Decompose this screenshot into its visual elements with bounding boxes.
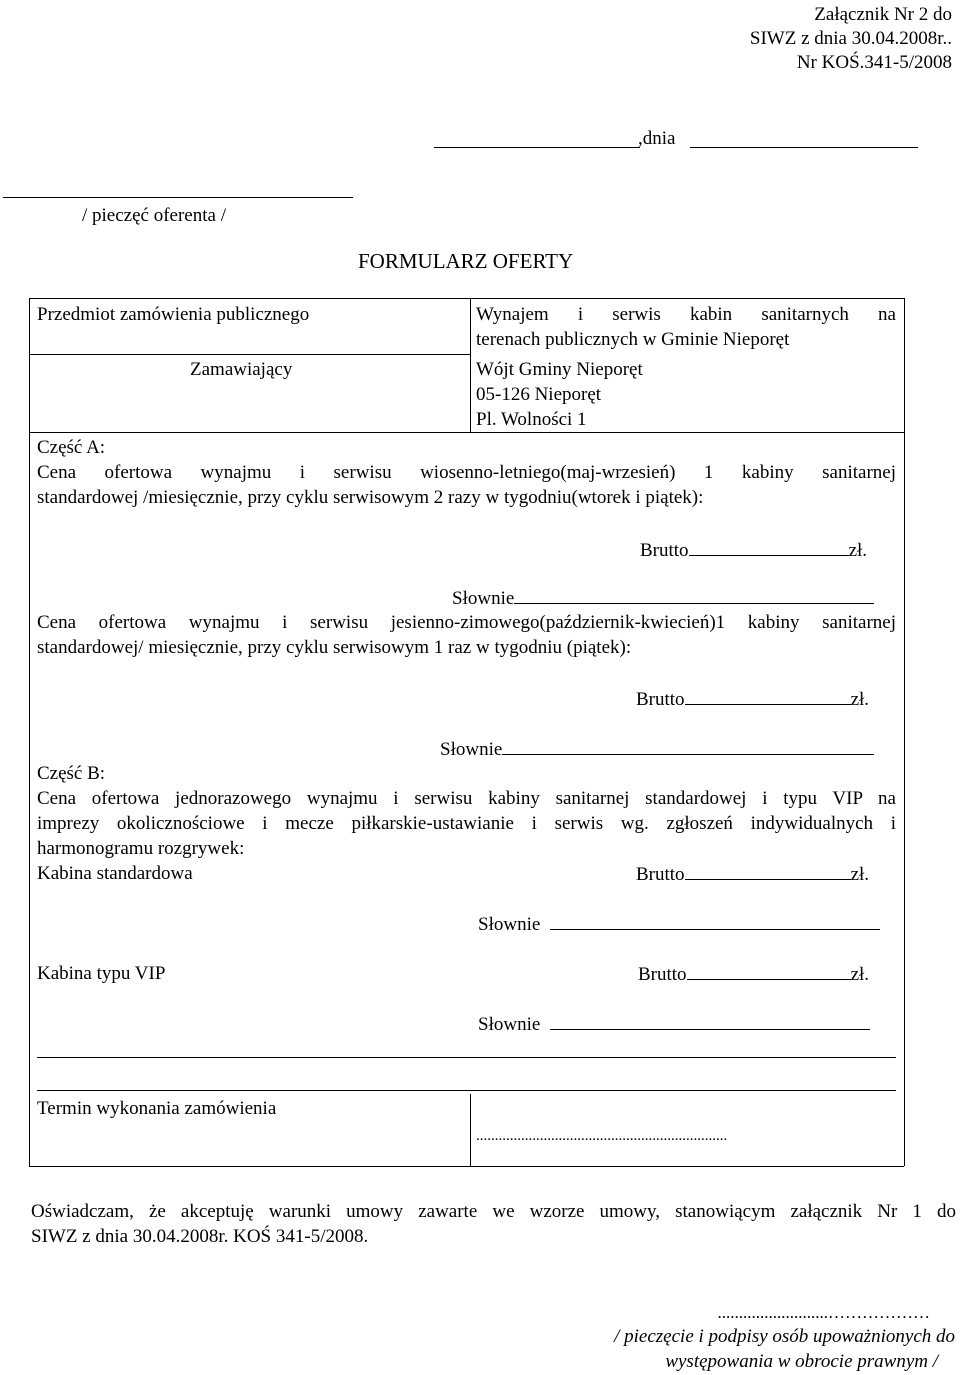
brutto-label: Brutto bbox=[638, 964, 687, 985]
place-blank-line bbox=[434, 147, 640, 148]
deadline-label: Termin wykonania zamówienia bbox=[37, 1098, 277, 1119]
currency-label: zł. bbox=[848, 540, 868, 561]
brutto-amount-field[interactable] bbox=[687, 961, 851, 980]
vip-cabin-label: Kabina typu VIP bbox=[37, 963, 166, 984]
brutto-label: Brutto bbox=[636, 864, 685, 885]
amount-in-words-field[interactable] bbox=[550, 911, 880, 930]
brutto-amount-field[interactable] bbox=[685, 686, 851, 705]
separator-line bbox=[37, 1090, 896, 1091]
date-blank-line bbox=[690, 147, 918, 148]
part-b-heading: Część B: bbox=[37, 763, 106, 784]
amount-in-words-field[interactable] bbox=[550, 1011, 870, 1030]
table-top-border bbox=[29, 298, 904, 299]
ordering-party-line2: 05-126 Nieporęt bbox=[476, 384, 602, 405]
ordering-party-line1: Wójt Gminy Nieporęt bbox=[476, 359, 643, 380]
deadline-divider bbox=[470, 1094, 471, 1166]
subject-value-line2: terenach publicznych w Gminie Nieporęt bbox=[476, 329, 790, 350]
stamp-blank-line bbox=[3, 197, 353, 198]
part-a-item1-line2: standardowej /miesięcznie, przy cyklu serwisowym 2 razy w tygodniu(wtorek i piątek): bbox=[37, 487, 704, 508]
table-right-border bbox=[904, 298, 905, 1166]
subject-label: Przedmiot zamówienia publicznego bbox=[37, 304, 310, 325]
date-label: ,dnia bbox=[638, 128, 676, 149]
part-b-line2: imprezy okolicznościowe i mecze piłkarskie-ustawianie i serwis wg. zgłoszeń indywidualnych i bbox=[37, 813, 896, 834]
declaration-line1: Oświadczam, że akceptuję warunki umowy zawarte we wzorze umowy, stanowiącym załącznik Nr 1 do bbox=[31, 1201, 956, 1222]
vip-cabin-words bbox=[478, 1011, 870, 1037]
brutto-amount-field[interactable] bbox=[685, 861, 851, 880]
stamp-label: / pieczęć oferenta / bbox=[82, 205, 226, 226]
table-column-divider bbox=[470, 298, 471, 432]
part-a-item2-line2: standardowej/ miesięcznie, przy cyklu serwisowym 1 raz w tygodniu (piątek): bbox=[37, 637, 632, 658]
part-a-item2-brutto bbox=[636, 686, 869, 712]
part-b-line3: harmonogramu rozgrywek: bbox=[37, 838, 245, 859]
separator-line bbox=[37, 1057, 896, 1058]
slownie-label: Słownie bbox=[478, 914, 541, 935]
slownie-label: Słownie bbox=[452, 588, 515, 609]
amount-in-words-field[interactable] bbox=[514, 585, 874, 604]
table-section-divider bbox=[29, 432, 904, 433]
signature-caption-line2: występowania w obrocie prawnym / bbox=[665, 1351, 938, 1372]
header-siwz-line: SIWZ z dnia 30.04.2008r.. bbox=[749, 28, 952, 49]
signature-dots: ..........................……………… bbox=[717, 1303, 930, 1322]
part-a-item1-line1: Cena ofertowa wynajmu i serwisu wiosenno-letniego(maj-wrzesień) 1 kabiny sanitarnej bbox=[37, 462, 896, 483]
part-a-item2-line1: Cena ofertowa wynajmu i serwisu jesienno-zimowego(październik-kwiecień)1 kabiny sanitarnej bbox=[37, 612, 896, 633]
signature-caption-line1: / pieczęcie i podpisy osób upoważnionych do bbox=[614, 1326, 955, 1347]
table-row-divider bbox=[29, 354, 470, 355]
header-attachment-line: Załącznik Nr 2 do bbox=[814, 4, 952, 25]
currency-label: zł. bbox=[850, 964, 870, 985]
part-a-item2-words bbox=[440, 736, 874, 762]
currency-label: zł. bbox=[850, 689, 870, 710]
brutto-label: Brutto bbox=[640, 540, 689, 561]
table-left-border bbox=[29, 298, 30, 1166]
standard-cabin-label: Kabina standardowa bbox=[37, 863, 193, 884]
amount-in-words-field[interactable] bbox=[502, 736, 874, 755]
ordering-party-line3: Pl. Wolności 1 bbox=[476, 409, 587, 430]
part-a-item1-brutto bbox=[640, 537, 867, 563]
currency-label: zł. bbox=[850, 864, 870, 885]
form-title: FORMULARZ OFERTY bbox=[358, 249, 574, 273]
brutto-amount-field[interactable] bbox=[689, 537, 849, 556]
standard-cabin-brutto bbox=[636, 861, 869, 887]
table-bottom-line bbox=[29, 1166, 904, 1167]
header-reference-number: Nr KOŚ.341-5/2008 bbox=[796, 52, 952, 73]
slownie-label: Słownie bbox=[478, 1014, 541, 1035]
declaration-line2: SIWZ z dnia 30.04.2008r. KOŚ 341-5/2008. bbox=[31, 1226, 369, 1247]
part-a-item1-words bbox=[452, 585, 874, 611]
subject-value-line1: Wynajem i serwis kabin sanitarnych na bbox=[476, 304, 896, 325]
vip-cabin-brutto bbox=[638, 961, 869, 987]
slownie-label: Słownie bbox=[440, 739, 503, 760]
part-a-heading: Część A: bbox=[37, 437, 106, 458]
deadline-value-dots[interactable]: ................................................................... bbox=[476, 1128, 728, 1144]
part-b-line1: Cena ofertowa jednorazowego wynajmu i serwisu kabiny sanitarnej standardowej i typu VIP na bbox=[37, 788, 896, 809]
ordering-party-label: Zamawiający bbox=[190, 359, 293, 380]
standard-cabin-words bbox=[478, 911, 880, 937]
brutto-label: Brutto bbox=[636, 689, 685, 710]
